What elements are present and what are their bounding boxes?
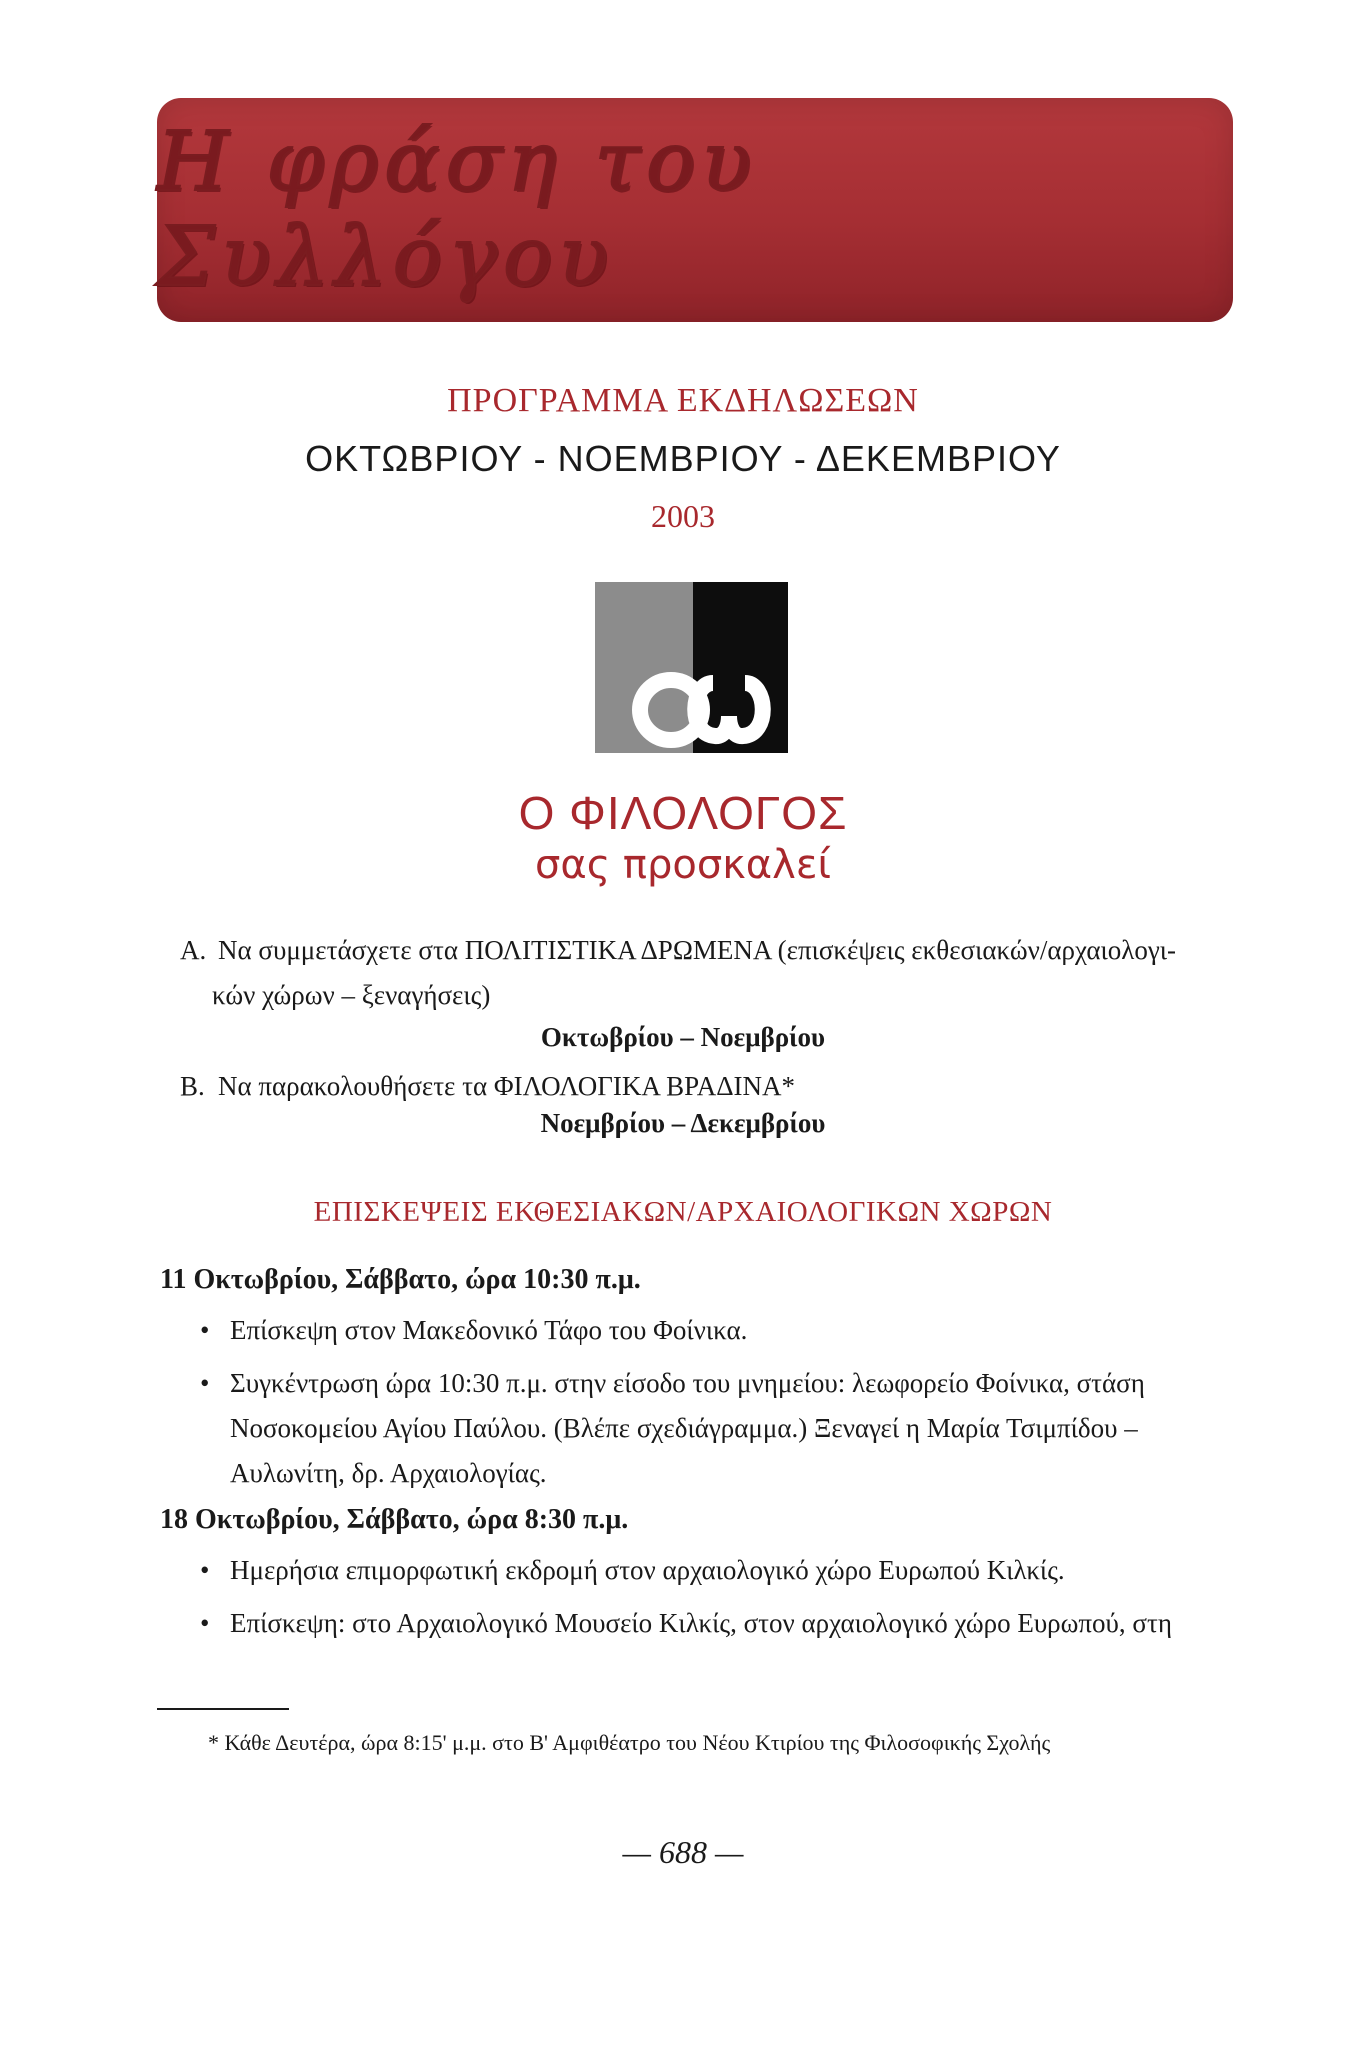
org-name: Ο ΦΙΛΟΛΟΓΟΣ bbox=[518, 787, 848, 839]
event-1-bullets bbox=[200, 1308, 1240, 1504]
banner-title: Η φράση του Συλλόγου bbox=[157, 115, 758, 305]
item-b-date: Νοεμβρίου – Δεκεμβρίου bbox=[540, 1108, 826, 1138]
header-banner bbox=[157, 98, 1233, 322]
item-a-label: Α. bbox=[180, 935, 207, 965]
program-title: ΠΡΟΓΡΑΜΜΑ ΕΚΔΗΛΩΣΕΩΝ bbox=[447, 382, 919, 419]
item-a-line2: κών χώρων – ξεναγήσεις) bbox=[212, 980, 491, 1010]
event-1-date: 11 Οκτωβρίου, Σάββατο, ώρα 10:30 π.μ. bbox=[160, 1264, 641, 1295]
philologos-logo bbox=[595, 582, 788, 753]
section-title: ΕΠΙΣΚΕΨΕΙΣ ΕΚΘΕΣΙΑΚΩΝ/ΑΡΧΑΙΟΛΟΓΙΚΩΝ ΧΩΡΩΝ bbox=[313, 1196, 1053, 1228]
item-a-line1: Να συμμετάσχετε στα ΠΟΛΙΤΙΣΤΙΚΑ ΔΡΩΜΕΝΑ (επισκέψεις εκθεσιακών/αρχαιολογι- bbox=[218, 935, 1177, 965]
omega-icon bbox=[595, 582, 788, 753]
program-months: ΟΚΤΩΒΡΙΟΥ - ΝΟΕΜΒΡΙΟΥ - ΔΕΚΕΜΒΡΙΟΥ bbox=[305, 438, 1061, 479]
footnote: * Κάθε Δευτέρα, ώρα 8:15' μ.μ. στο Β' Αμφιθέατρο του Νέου Κτιρίου της Φιλοσοφικής Σχολής bbox=[208, 1730, 1051, 1755]
item-b-line1: Να παρακολουθήσετε τα ΦΙΛΟΛΟΓΙΚΑ ΒΡΑΔΙΝΑ* bbox=[218, 1071, 796, 1101]
list-item: • Επίσκεψη στον Μακεδονικό Τάφο του Φοίνικα. bbox=[200, 1308, 1240, 1353]
event-2-bullets bbox=[200, 1548, 1240, 1654]
item-b-label: Β. bbox=[180, 1071, 205, 1101]
footnote-divider bbox=[157, 1708, 289, 1710]
item-a bbox=[180, 928, 1240, 1018]
event-2-date: 18 Οκτωβρίου, Σάββατο, ώρα 8:30 π.μ. bbox=[160, 1504, 629, 1535]
item-a-date: Οκτωβρίου – Νοεμβρίου bbox=[540, 1022, 826, 1052]
page-number: — 688 — bbox=[622, 1834, 744, 1870]
list-item: • Ημερήσια επιμορφωτική εκδρομή στον αρχαιολογικό χώρο Ευρωπού Κιλκίς. bbox=[200, 1548, 1240, 1593]
program-year: 2003 bbox=[651, 498, 715, 534]
item-b bbox=[180, 1064, 1240, 1109]
list-item: • Επίσκεψη: στο Αρχαιολογικό Μουσείο Κιλκίς, στον αρχαιολογικό χώρο Ευρωπού, στη bbox=[200, 1601, 1240, 1646]
org-invite: σας προσκαλεί bbox=[535, 842, 831, 888]
list-item: • Συγκέντρωση ώρα 10:30 π.μ. στην είσοδο του μνημείου: λεωφορείο Φοίνικα, στάση Νοσοκομείου Αγίου Παύλου. (Βλέπε σχεδιάγραμμα.) Ξεναγεί η Μαρία Τσιμπίδου – Αυλωνίτη, δρ. Αρχαιολογίας. bbox=[200, 1361, 1240, 1496]
